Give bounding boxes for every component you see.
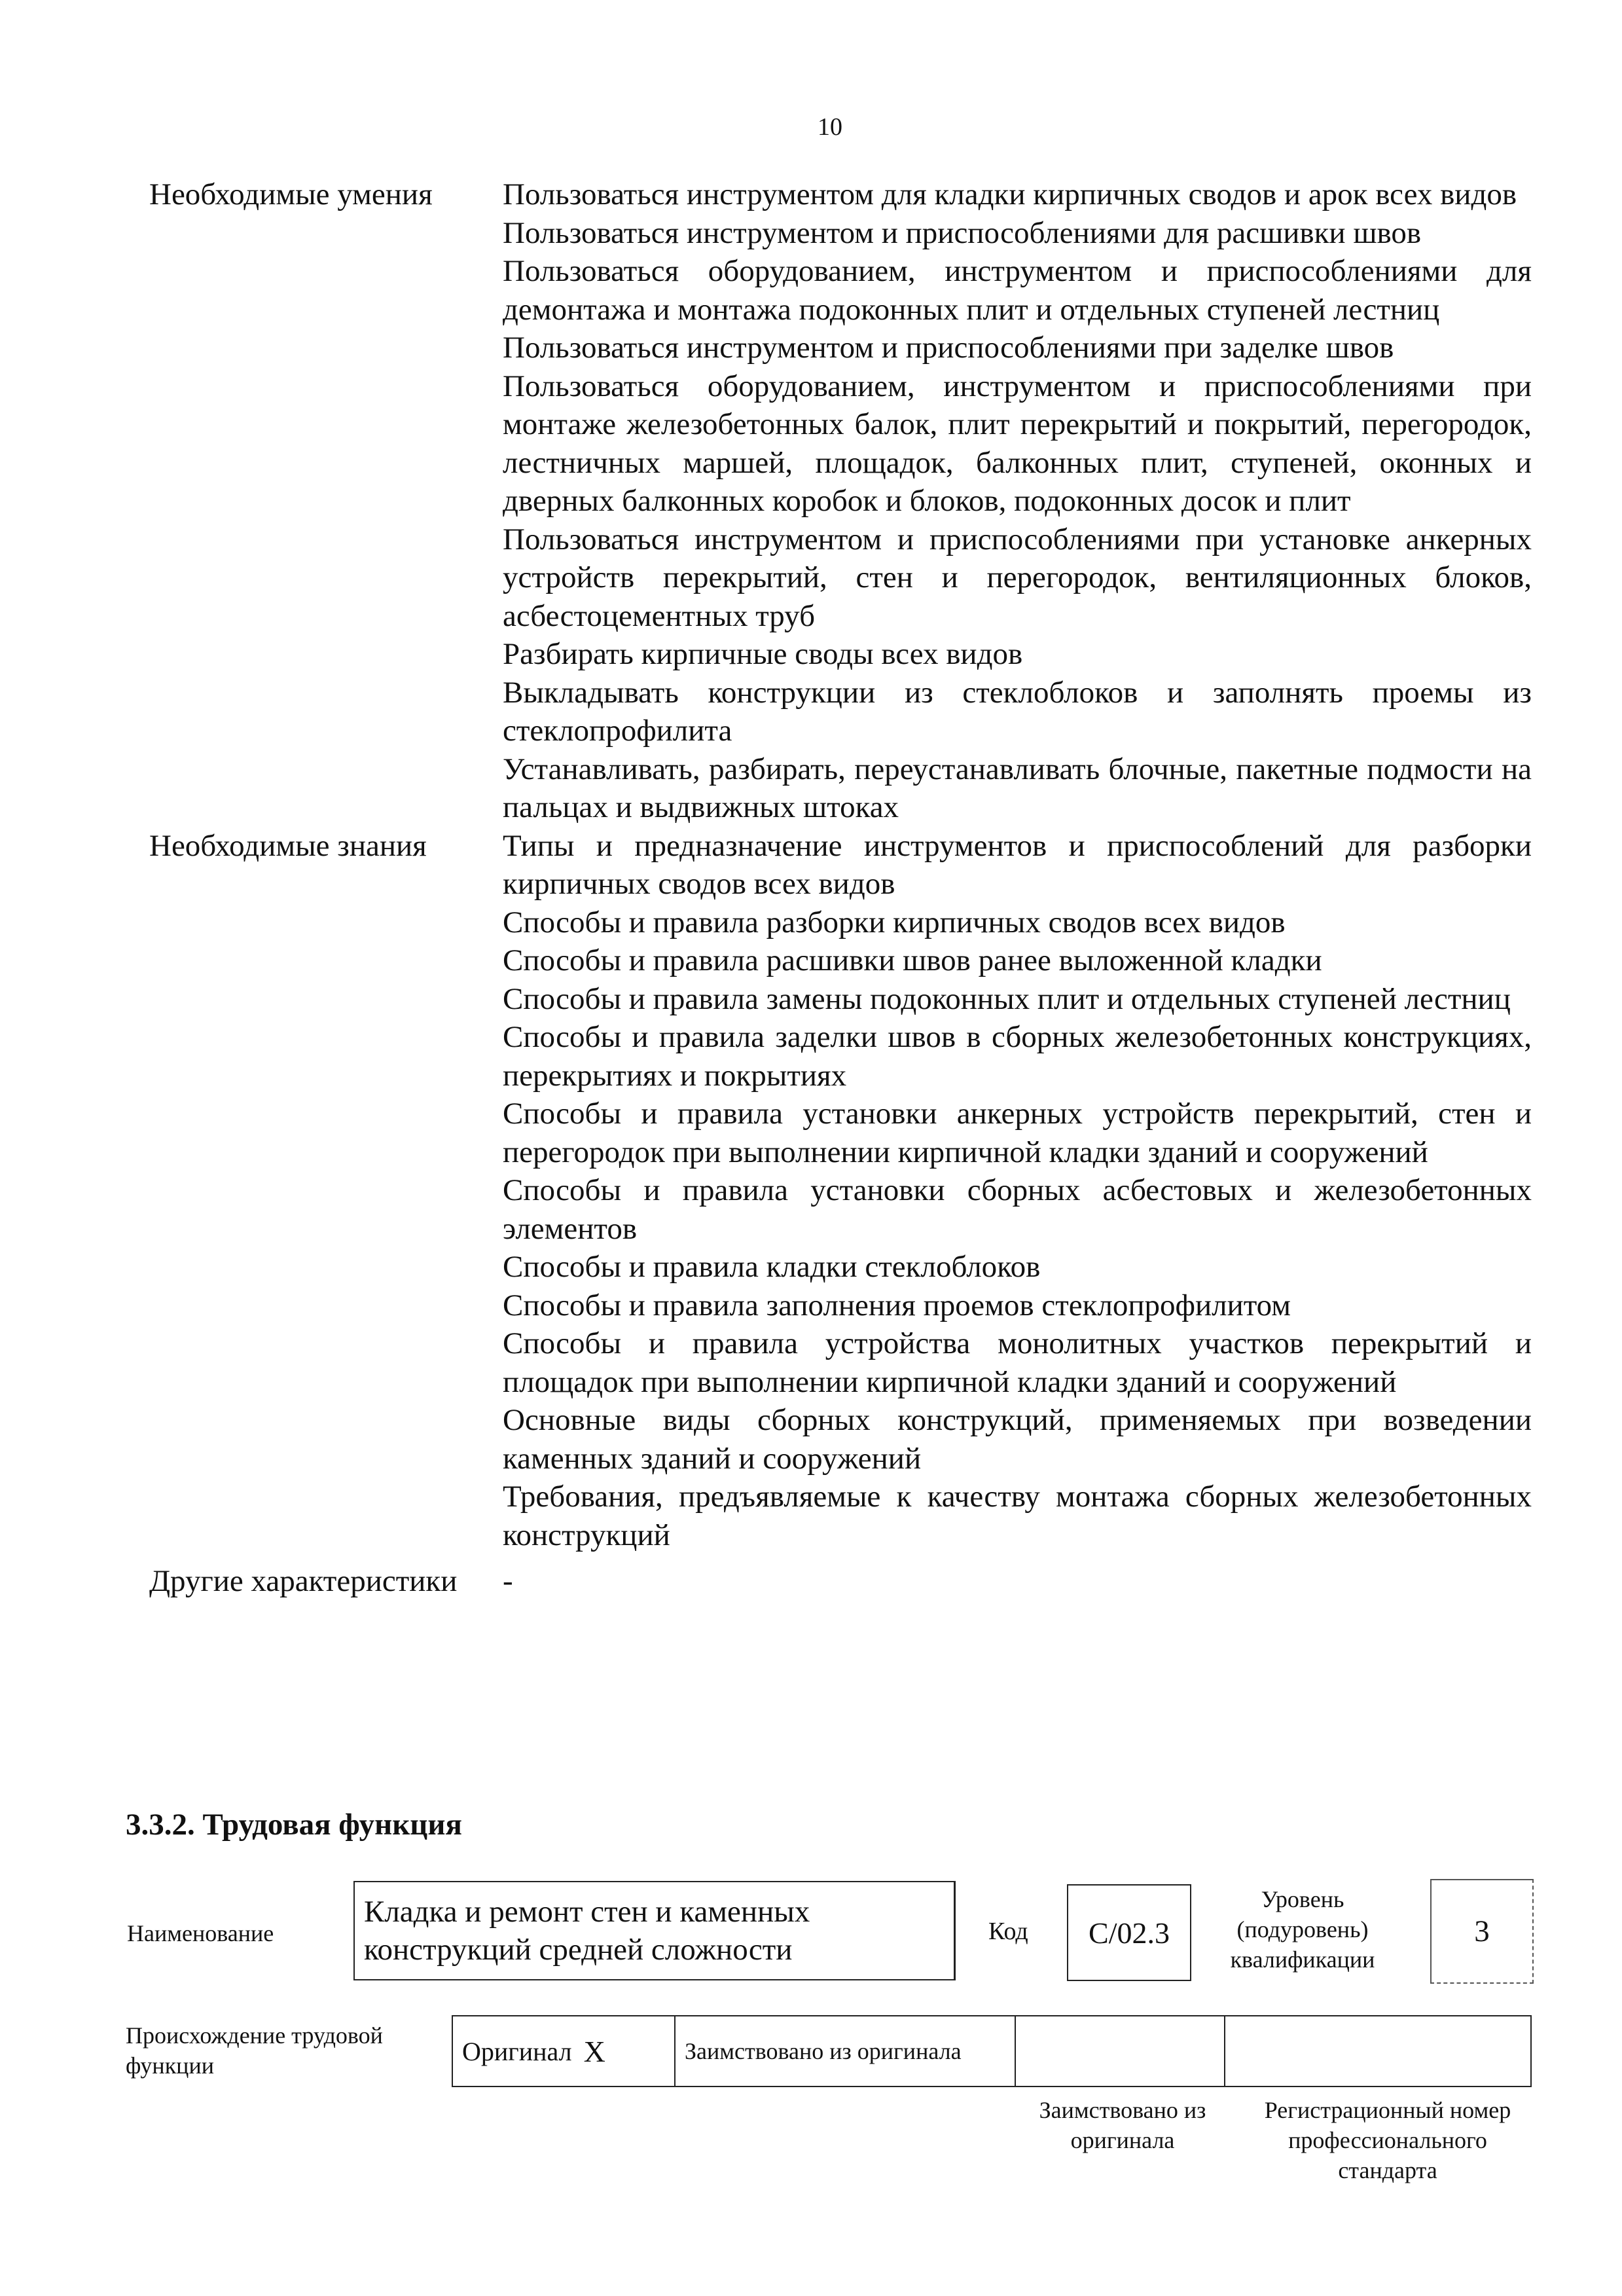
skill-item: Пользоваться инструментом для кладки кирпичных сводов и арок всех видов (503, 177, 1517, 211)
knowledge-item: Типы и предназначение инструментов и приспособлений для разборки кирпичных сводов всех видов (503, 828, 1532, 901)
function-name-line: Кладка и ремонт стен и каменных (364, 1895, 810, 1929)
other-row (131, 1554, 1532, 1601)
skills-label: Необходимые умения (149, 177, 433, 211)
function-name-label: Наименование (127, 1920, 274, 1946)
code-label: Код (988, 1918, 1028, 1945)
skill-item: Разбирать кирпичные своды всех видов (503, 637, 1023, 671)
skill-item: Пользоваться инструментом и приспособлениями при установке анкерных устройств перекрытий, стен и перегородок, вентиляционных блоков, асбестоцементных труб (503, 522, 1532, 633)
level-label-line: Уровень (1261, 1886, 1344, 1912)
skills-list (503, 175, 1532, 827)
knowledge-item: Способы и правила заполнения проемов стеклопрофилитом (503, 1288, 1291, 1322)
knowledge-item: Способы и правила заделки швов в сборных железобетонных конструкциях, перекрытиях и покрытиях (503, 1020, 1532, 1093)
skill-item: Выкладывать конструкции из стеклоблоков и заполнять проемы из стеклопрофилита (503, 675, 1532, 748)
original-mark: X (583, 2034, 605, 2068)
borrowed-caption (1011, 2095, 1234, 2155)
skills-row (131, 175, 1532, 827)
registration-caption-line: профессионального (1288, 2127, 1487, 2153)
knowledge-item: Основные виды сборных конструкций, применяемых при возведении каменных зданий и сооружений (503, 1403, 1532, 1476)
original-cell (453, 2016, 676, 2086)
knowledge-item: Способы и правила кладки стеклоблоков (503, 1250, 1041, 1284)
registration-caption (1231, 2095, 1545, 2185)
level-box: 3 (1430, 1879, 1534, 1984)
level-label (1214, 1884, 1391, 1975)
knowledge-item: Способы и правила установки анкерных устройств перекрытий, стен и перегородок при выполнении кирпичной кладки зданий и сооружений (503, 1097, 1532, 1169)
knowledge-list (503, 827, 1532, 1555)
knowledge-item: Способы и правила установки сборных асбестовых и железобетонных элементов (503, 1173, 1532, 1246)
skill-item: Пользоваться инструментом и приспособлениями при заделке швов (503, 331, 1394, 365)
skill-item: Устанавливать, разбирать, переустанавливать блочные, пакетные подмости на пальцах и выдвижных штоках (503, 752, 1532, 824)
other-item: - (503, 1564, 513, 1598)
level-label-line: квалификации (1230, 1946, 1375, 1973)
borrowed-caption-line: Заимствовано из (1039, 2097, 1206, 2123)
other-label: Другие характеристики (149, 1564, 458, 1598)
skill-item: Пользоваться оборудованием, инструментом и приспособлениями для демонтажа и монтажа подоконных плит и отдельных ступеней лестниц (503, 254, 1532, 327)
knowledge-item: Способы и правила замены подоконных плит и отдельных ступеней лестниц (503, 981, 1511, 1016)
borrowed-cell: Заимствовано из оригинала (676, 2016, 1016, 2086)
registration-caption-line: стандарта (1338, 2157, 1437, 2183)
page-number: 10 (818, 113, 842, 141)
level-label-line: (подуровень) (1236, 1916, 1369, 1942)
knowledge-label: Необходимые знания (149, 828, 427, 863)
registration-caption-line: Регистрационный номер (1264, 2097, 1511, 2123)
origin-table (452, 2015, 1532, 2087)
knowledge-item: Требования, предъявляемые к качеству монтажа сборных железобетонных конструкций (503, 1480, 1532, 1552)
code-box: C/02.3 (1067, 1884, 1191, 1981)
other-list (503, 1554, 1532, 1601)
borrowed-code-cell (1016, 2016, 1225, 2086)
section-title: 3.3.2. Трудовая функция (126, 1808, 462, 1842)
skill-item: Пользоваться инструментом и приспособлениями для расшивки швов (503, 215, 1422, 250)
knowledge-row (131, 827, 1532, 1555)
knowledge-item: Способы и правила разборки кирпичных сводов всех видов (503, 905, 1286, 939)
function-name-line: конструкций средней сложности (364, 1933, 793, 1967)
knowledge-item: Способы и правила устройства монолитных участков перекрытий и площадок при выполнении кирпичной кладки зданий и сооружений (503, 1326, 1532, 1399)
borrowed-caption-line: оригинала (1070, 2127, 1175, 2153)
skill-item: Пользоваться оборудованием, инструментом и приспособлениями при монтаже железобетонных балок, плит перекрытий и покрытий, перегородок, лестничных маршей, площадок, балконных плит, ступеней, оконных и дверных балконных коробок и блоков, подоконных досок и плит (503, 369, 1532, 518)
original-label: Оригинал (462, 2036, 572, 2066)
knowledge-item: Способы и правила расшивки швов ранее выложенной кладки (503, 943, 1322, 977)
function-name-box (353, 1881, 956, 1980)
requirements-table (131, 175, 1532, 1601)
origin-label: Происхождение трудовой функции (126, 2022, 383, 2079)
registration-number-cell (1225, 2016, 1530, 2086)
